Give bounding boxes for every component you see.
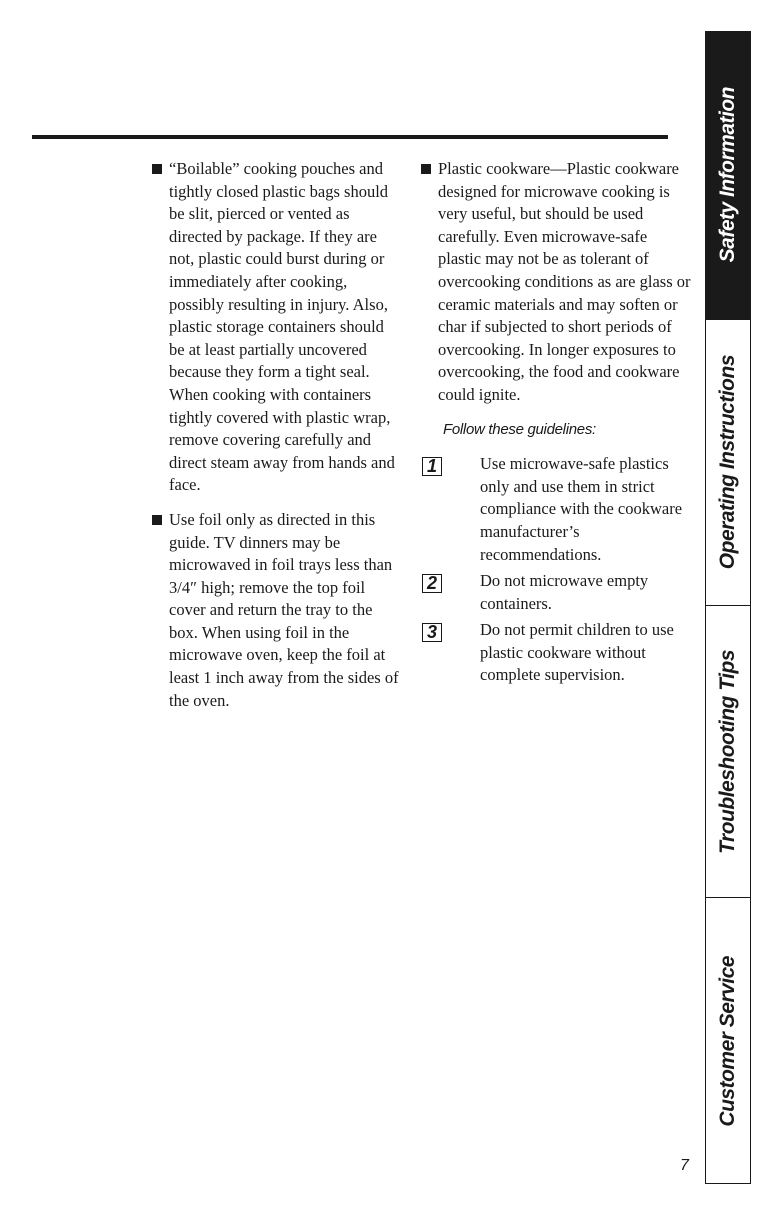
right-column (421, 158, 691, 691)
list-item (152, 509, 402, 712)
tab-label: Troubleshooting Tips (716, 649, 739, 854)
list-item (421, 158, 691, 407)
header-rule (32, 135, 668, 139)
guideline-item (421, 570, 691, 615)
guideline-item (421, 619, 691, 687)
left-column (152, 158, 402, 724)
number-box-icon: 3 (422, 623, 442, 642)
tab-label: Customer Service (716, 955, 739, 1127)
foil-usage-text: Use foil only as directed in this guide. TV dinners may be microwaved in foil trays less than 3/4″ high; remove the top foil cover and return the tray to the box. When using foil in the microwave oven, keep the foil at least 1 inch away from the sides of the oven. (169, 509, 399, 710)
tab-customer-service[interactable] (706, 897, 750, 1184)
list-item (152, 158, 402, 497)
guideline-item (421, 453, 691, 566)
boilable-pouches-text: “Boilable” cooking pouches and tightly closed plastic bags should be slit, pierced or vented as directed by package. If they are not, plastic could burst during or immediately after cooking, possibly resulting in injury. Also, plastic storage containers should be at least partially uncovered because they form a tight seal. When cooking with containers tightly covered with plastic wrap, remove covering carefully and direct steam away from hands and face. (169, 159, 395, 495)
bullet-square-icon (421, 164, 431, 174)
bullet-square-icon (152, 515, 162, 525)
tab-operating-instructions[interactable] (706, 319, 750, 605)
tab-label: Safety Information (716, 87, 739, 263)
tab-troubleshooting-tips[interactable] (706, 605, 750, 897)
guideline-text: Do not microwave empty containers. (480, 571, 649, 613)
number-box-icon: 1 (422, 457, 442, 476)
page-number: 7 (680, 1157, 689, 1174)
bullet-square-icon (152, 164, 162, 174)
number-box-icon: 2 (422, 574, 442, 593)
tab-safety-information[interactable] (706, 31, 750, 319)
section-tabs (705, 31, 751, 1184)
guideline-text: Use microwave-safe plastics only and use them in strict compliance with the cookware manufacturer’s recommendations. (480, 454, 683, 564)
tab-label: Operating Instructions (716, 355, 739, 570)
guideline-text: Do not permit children to use plastic cookware without complete supervision. (480, 620, 674, 685)
guidelines-heading: Follow these guidelines: (443, 420, 596, 438)
plastic-cookware-text: Plastic cookware—Plastic cookware designed for microwave cooking is very useful, but should be used carefully. Even microwave-safe plastic may not be as tolerant of overcooking conditions as are glass or ceramic materials and may soften or char if subjected to short periods of overcooking. In longer exposures to overcooking, the food and cookware could ignite. (438, 159, 691, 404)
